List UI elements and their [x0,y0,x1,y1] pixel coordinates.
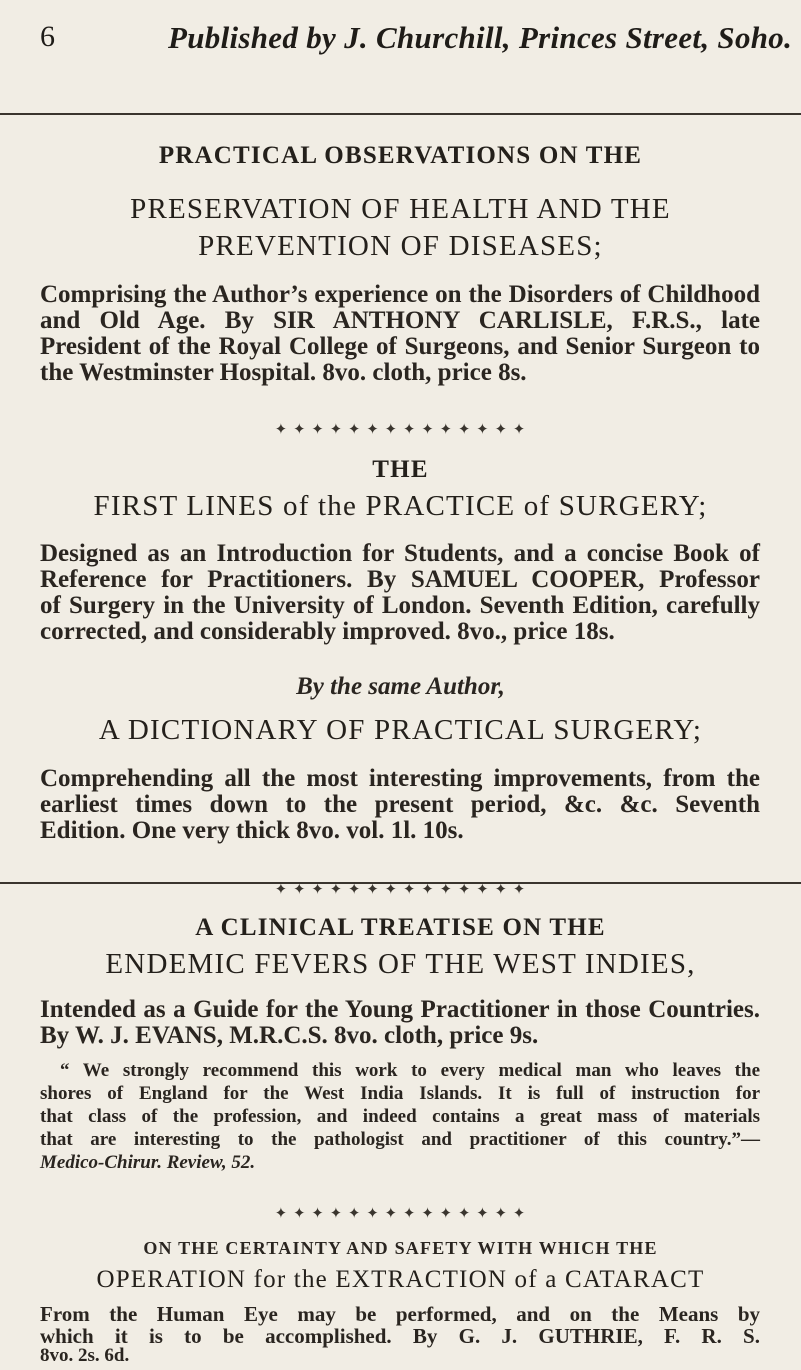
ornament-divider: ✦ ✦ ✦ ✦ ✦ ✦ ✦ ✦ ✦ ✦ ✦ ✦ ✦ ✦ [274,882,527,898]
entry-3-heading-1: A DICTIONARY OF PRACTICAL SURGERY; [98,714,703,746]
entry-3-body-line: earliest times down to the present period, &c. &c. Seventh [40,791,760,818]
page-number: 6 [40,20,55,53]
entry-4-heading-2: ENDEMIC FEVERS OF THE WEST INDIES, [105,948,696,980]
entry-3-body-line: Edition. One very thick 8vo. vol. 1l. 10s. [40,817,464,844]
entry-1-heading-2: PRESERVATION OF HEALTH AND THE [130,193,671,225]
entry-1-body-line: and Old Age. By SIR ANTHONY CARLISLE, F.R.S., late [40,307,760,334]
entry-2-heading-1: THE [372,456,429,483]
entry-1-body-line: the Westminster Hospital. 8vo. cloth, price 8s. [40,359,527,386]
entry-5-heading-2: OPERATION for the EXTRACTION of a CATARACT [96,1266,705,1293]
entry-1-body-line: President of the Royal College of Surgeons, and Senior Surgeon to [40,333,760,360]
entry-4-quote-line: that class of the profession, and indeed contains a great mass of materials [40,1106,760,1127]
entry-3-subheading: By the same Author, [296,673,505,700]
page-header [0,20,801,80]
entry-3-body-line: Comprehending all the most interesting improvements, from the [40,765,760,792]
ornament-divider: ✦ ✦ ✦ ✦ ✦ ✦ ✦ ✦ ✦ ✦ ✦ ✦ ✦ ✦ [274,422,527,438]
entry-4-quote-line: that are interesting to the pathologist and practitioner of this country.”— [40,1129,760,1150]
entry-2-body-line: of Surgery in the University of London. Seventh Edition, carefully [40,592,760,619]
entry-2-heading-2: FIRST LINES of the PRACTICE of SURGERY; [93,490,708,522]
entry-4-heading-1: A CLINICAL TREATISE ON THE [195,914,606,941]
entry-4-quote-source: Medico-Chirur. Review, 52. [40,1152,256,1173]
entry-1-heading-1: PRACTICAL OBSERVATIONS ON THE [158,142,643,169]
entry-4-body-line: By W. J. EVANS, M.R.C.S. 8vo. cloth, price 9s. [40,1022,539,1049]
entry-5-body-line: 8vo. 2s. 6d. [40,1345,130,1366]
entry-2-body-line: Designed as an Introduction for Students, and a concise Book of [40,540,760,567]
ornament-divider: ✦ ✦ ✦ ✦ ✦ ✦ ✦ ✦ ✦ ✦ ✦ ✦ ✦ ✦ [274,1206,527,1222]
entry-5-body-line: From the Human Eye may be performed, and on the Means by [40,1302,760,1326]
entry-1-body-line: Comprising the Author’s experience on the Disorders of Childhood [40,281,760,308]
running-head: Published by J. Churchill, Princes Street, Soho. [168,20,793,55]
entry-4-quote-line: “ We strongly recommend this work to every medical man who leaves the [60,1060,760,1081]
entry-2-body-line: corrected, and considerably improved. 8vo., price 18s. [40,618,615,645]
entry-4-body-line: Intended as a Guide for the Young Practitioner in those Countries. [40,996,760,1023]
entry-1-heading-3: PREVENTION OF DISEASES; [198,230,603,262]
entry-5-body-line: which it is to be accomplished. By G. J. GUTHRIE, F. R. S. [40,1324,760,1348]
entry-2-body-line: Reference for Practitioners. By SAMUEL COOPER, Professor [40,566,760,593]
entry-4-quote-line: shores of England for the West India Islands. It is full of instruction for [40,1083,760,1104]
entry-5-heading-1: ON THE CERTAINTY AND SAFETY WITH WHICH THE [143,1238,658,1258]
